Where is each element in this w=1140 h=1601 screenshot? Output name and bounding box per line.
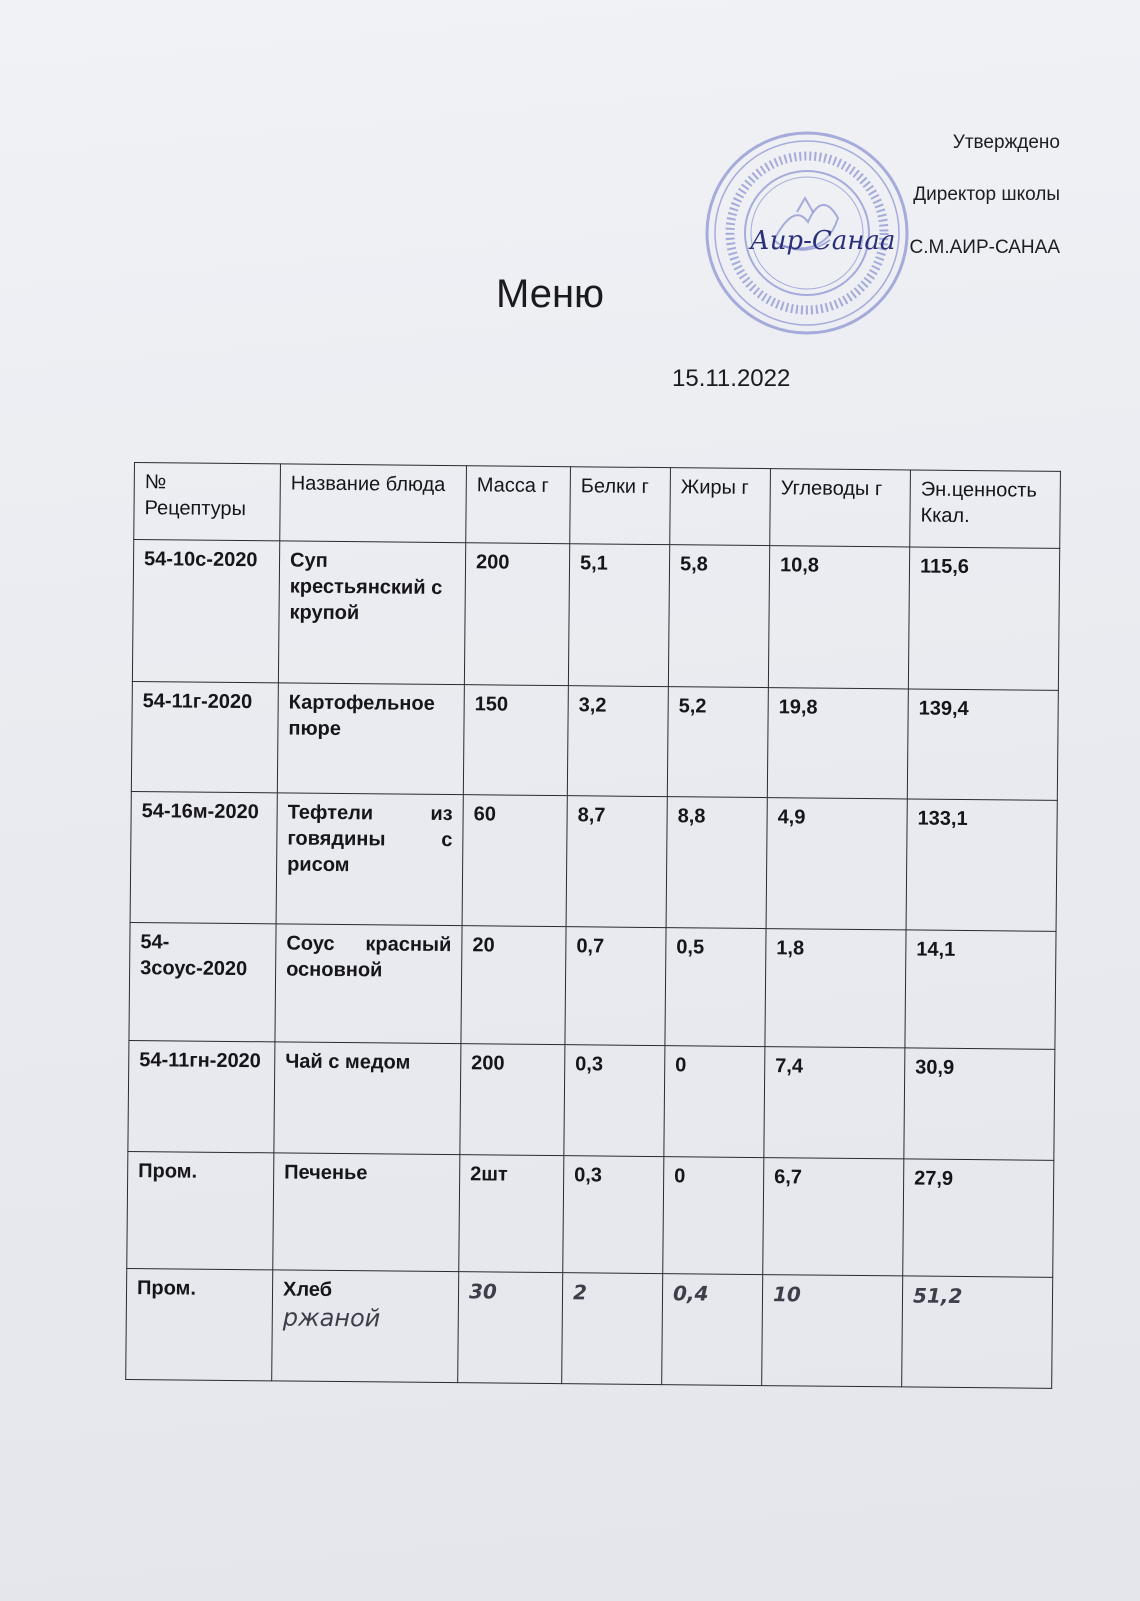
cell-dish-name: Тефтели из говядины с рисом bbox=[276, 793, 463, 926]
cell-fat: 0 bbox=[664, 1046, 765, 1158]
cell-mass: 30 bbox=[458, 1272, 563, 1384]
cell-fat: 5,8 bbox=[668, 545, 769, 688]
column-header-fat: Жиры г bbox=[670, 468, 771, 546]
approval-director-name: С.М.АИР-САНАА bbox=[909, 237, 1060, 258]
cell-energy: 14,1 bbox=[905, 930, 1056, 1049]
cell-recipe: Пром. bbox=[127, 1151, 274, 1269]
cell-recipe: 54-10с-2020 bbox=[132, 540, 279, 683]
table-row bbox=[130, 791, 1057, 931]
table-row bbox=[129, 922, 1056, 1049]
cell-energy: 115,6 bbox=[908, 547, 1059, 690]
column-header-carbs: Углеводы г bbox=[770, 469, 911, 547]
cell-energy: 27,9 bbox=[903, 1159, 1054, 1277]
cell-carbs: 4,9 bbox=[766, 798, 907, 930]
cell-energy: 133,1 bbox=[906, 799, 1057, 931]
cell-protein: 5,1 bbox=[568, 544, 669, 687]
cell-fat: 0,5 bbox=[665, 928, 766, 1047]
column-header-recipe: № Рецептуры bbox=[134, 463, 281, 541]
director-signature: Аир-Санаа bbox=[750, 226, 896, 256]
dish-name-printed: Хлеб bbox=[282, 1278, 333, 1301]
table-row bbox=[127, 1151, 1054, 1277]
table-row bbox=[132, 540, 1059, 691]
cell-energy: 139,4 bbox=[907, 689, 1058, 800]
cell-recipe: 54-11гн-2020 bbox=[128, 1040, 275, 1152]
cell-protein: 0,3 bbox=[564, 1045, 665, 1157]
cell-protein: 0,3 bbox=[563, 1156, 664, 1274]
cell-protein: 3,2 bbox=[567, 686, 668, 797]
column-header-dish-name: Название блюда bbox=[280, 464, 467, 543]
cell-mass: 60 bbox=[462, 795, 567, 927]
cell-dish-name: Печенье bbox=[273, 1153, 460, 1272]
cell-carbs: 1,8 bbox=[765, 929, 906, 1048]
cell-dish-name: Картофельное пюре bbox=[277, 683, 464, 795]
approval-position: Директор школы bbox=[913, 184, 1060, 205]
cell-fat: 0 bbox=[663, 1157, 764, 1275]
cell-dish-name bbox=[272, 1270, 459, 1383]
cell-recipe: 54-16м-2020 bbox=[130, 791, 277, 923]
cell-carbs: 10 bbox=[762, 1275, 903, 1387]
cell-recipe: 54-11г-2020 bbox=[131, 681, 278, 792]
cell-recipe: 54-3соус-2020 bbox=[129, 922, 276, 1041]
column-header-energy: Эн.ценность Ккал. bbox=[910, 470, 1061, 548]
cell-carbs: 7,4 bbox=[764, 1047, 905, 1159]
cell-fat: 8,8 bbox=[666, 797, 767, 929]
cell-protein: 0,7 bbox=[565, 927, 666, 1046]
table-header-row bbox=[134, 463, 1061, 549]
cell-energy: 30,9 bbox=[904, 1048, 1055, 1160]
cell-carbs: 6,7 bbox=[763, 1158, 904, 1276]
column-header-mass: Масса г bbox=[466, 466, 571, 544]
cell-protein: 2 bbox=[562, 1273, 663, 1385]
dish-name-handwritten: ржаной bbox=[282, 1303, 381, 1333]
cell-mass: 200 bbox=[460, 1044, 565, 1156]
cell-dish-name: Суп крестьянский с крупой bbox=[278, 541, 465, 685]
cell-fat: 5,2 bbox=[667, 687, 768, 798]
cell-recipe: Пром. bbox=[126, 1268, 273, 1380]
menu-date: 15.11.2022 bbox=[672, 365, 791, 392]
column-header-protein: Белки г bbox=[570, 467, 671, 545]
cell-mass: 2шт bbox=[459, 1155, 564, 1273]
cell-dish-name: Соус красный основной bbox=[275, 924, 462, 1044]
cell-dish-name: Чай с медом bbox=[274, 1042, 461, 1155]
cell-mass: 150 bbox=[463, 685, 568, 796]
cell-carbs: 10,8 bbox=[768, 546, 909, 689]
cell-fat: 0,4 bbox=[662, 1274, 763, 1386]
cell-energy: 51,2 bbox=[902, 1276, 1053, 1388]
approval-label: Утверждено bbox=[952, 132, 1060, 153]
page-title: Меню bbox=[495, 272, 605, 316]
table-row bbox=[128, 1040, 1055, 1160]
table-row bbox=[131, 681, 1058, 800]
cell-protein: 8,7 bbox=[566, 796, 667, 928]
table-row bbox=[126, 1268, 1053, 1388]
cell-carbs: 19,8 bbox=[767, 688, 908, 799]
menu-table bbox=[125, 462, 1061, 1389]
cell-mass: 20 bbox=[461, 926, 566, 1045]
cell-mass: 200 bbox=[464, 543, 569, 686]
